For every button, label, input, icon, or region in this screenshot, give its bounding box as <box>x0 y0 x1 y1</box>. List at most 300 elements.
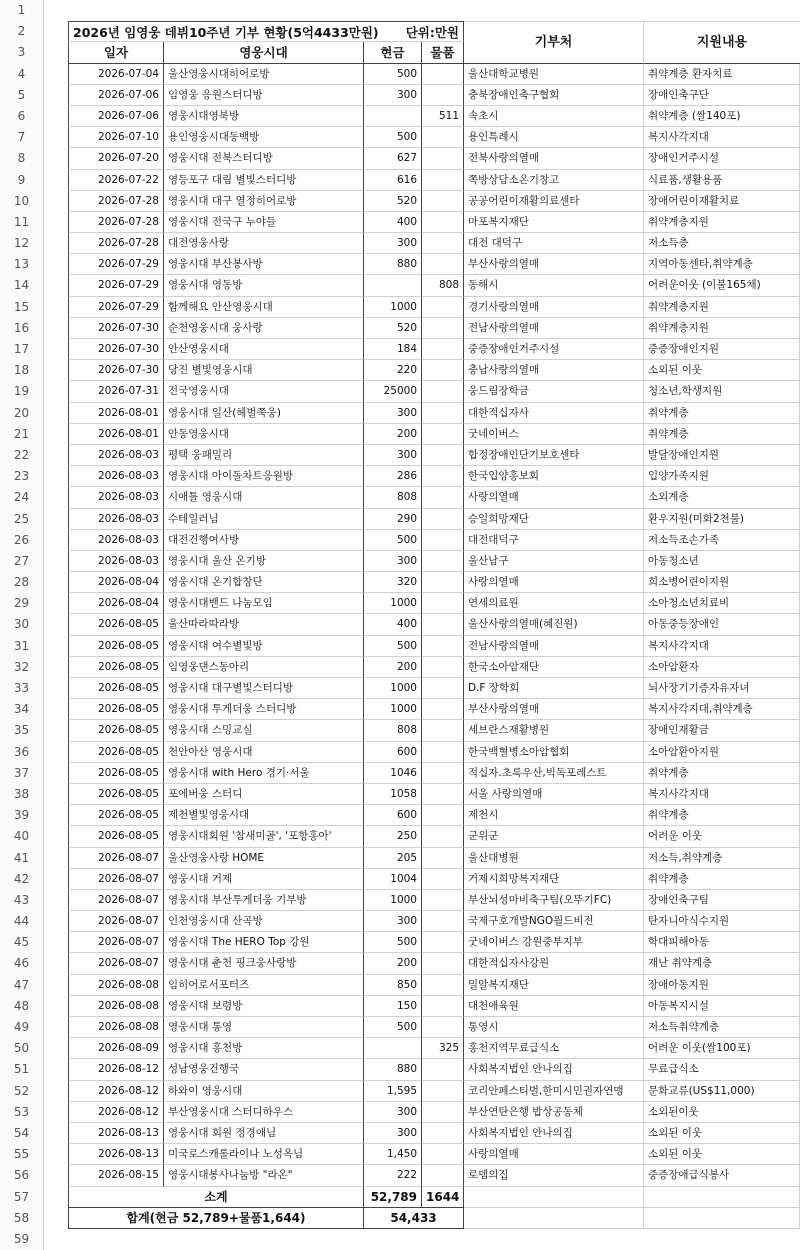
donation-date-cell[interactable]: 2026-08-12 <box>68 1059 164 1080</box>
donation-org-cell[interactable]: 제천시 <box>464 805 644 826</box>
donation-date-cell[interactable]: 2026-08-04 <box>68 593 164 614</box>
cash-amount-cell[interactable]: 320 <box>364 572 422 593</box>
header-cash[interactable]: 현금 <box>364 42 422 63</box>
cash-amount-cell[interactable]: 300 <box>364 85 422 106</box>
fan-group-cell[interactable]: 인천영웅시대 산곡방 <box>164 911 364 932</box>
support-content-cell[interactable]: 어려운 이웃(쌀100포) <box>644 1038 800 1059</box>
donation-date-cell[interactable]: 2026-08-01 <box>68 403 164 424</box>
support-content-cell[interactable]: 장애인거주시설 <box>644 148 800 169</box>
header-support-content[interactable]: 지원내용 <box>644 21 800 63</box>
donation-org-cell[interactable]: 마포복지재단 <box>464 212 644 233</box>
fan-group-cell[interactable]: 영웅시대 부산투게더웅 기부방 <box>164 890 364 911</box>
donation-date-cell[interactable]: 2026-08-05 <box>68 720 164 741</box>
row-number[interactable]: 31 <box>0 636 44 657</box>
cash-amount-cell[interactable]: 500 <box>364 64 422 85</box>
row-number[interactable]: 11 <box>0 212 44 233</box>
goods-amount-cell[interactable] <box>422 85 464 106</box>
row-number[interactable]: 16 <box>0 318 44 339</box>
cash-amount-cell[interactable]: 1000 <box>364 678 422 699</box>
donation-date-cell[interactable]: 2026-07-30 <box>68 339 164 360</box>
goods-amount-cell[interactable] <box>422 254 464 275</box>
cash-amount-cell[interactable]: 400 <box>364 212 422 233</box>
row-number[interactable]: 38 <box>0 784 44 805</box>
cash-amount-cell[interactable]: 616 <box>364 170 422 191</box>
support-content-cell[interactable]: 저소득층 <box>644 233 800 254</box>
row-number[interactable]: 46 <box>0 953 44 974</box>
support-content-cell[interactable]: 취약계층 <box>644 805 800 826</box>
donation-org-cell[interactable]: 용인특례시 <box>464 127 644 148</box>
row-number[interactable]: 32 <box>0 657 44 678</box>
row-number[interactable]: 21 <box>0 424 44 445</box>
support-content-cell[interactable]: 취약계층 (쌀140포) <box>644 106 800 127</box>
cash-amount-cell[interactable]: 1000 <box>364 890 422 911</box>
row-number[interactable]: 5 <box>0 85 44 106</box>
donation-org-cell[interactable]: 전남사랑의열매 <box>464 636 644 657</box>
donation-date-cell[interactable]: 2026-08-07 <box>68 932 164 953</box>
goods-amount-cell[interactable] <box>422 1102 464 1123</box>
donation-org-cell[interactable]: 전남사랑의열매 <box>464 318 644 339</box>
goods-amount-cell[interactable] <box>422 64 464 85</box>
donation-org-cell[interactable]: 세브란스재활병원 <box>464 720 644 741</box>
donation-org-cell[interactable]: 사랑의열매 <box>464 1144 644 1165</box>
cash-amount-cell[interactable]: 1000 <box>364 699 422 720</box>
support-content-cell[interactable]: 학대피해아동 <box>644 932 800 953</box>
donation-org-cell[interactable]: 군위군 <box>464 826 644 847</box>
row-number[interactable]: 1 <box>0 0 44 21</box>
fan-group-cell[interactable]: 영웅시대밴드 나눔모임 <box>164 593 364 614</box>
fan-group-cell[interactable]: 수테일러님 <box>164 509 364 530</box>
fan-group-cell[interactable]: 영웅시대 전북스터디방 <box>164 148 364 169</box>
goods-amount-cell[interactable] <box>422 678 464 699</box>
fan-group-cell[interactable]: 영등포구 대림 별빛스터디방 <box>164 170 364 191</box>
support-content-cell[interactable]: 취약계층 <box>644 763 800 784</box>
support-content-cell[interactable]: 복지사각지대,취약계층 <box>644 699 800 720</box>
donation-org-cell[interactable]: 경기사랑의열매 <box>464 297 644 318</box>
fan-group-cell[interactable]: 임히어로서포터즈 <box>164 975 364 996</box>
row-number[interactable]: 59 <box>0 1229 44 1250</box>
row-number[interactable]: 25 <box>0 509 44 530</box>
donation-org-cell[interactable]: 로뎀의집 <box>464 1165 644 1186</box>
row-number[interactable]: 49 <box>0 1017 44 1038</box>
support-content-cell[interactable]: 취약계층지원 <box>644 318 800 339</box>
support-content-cell[interactable]: 소외된 이웃 <box>644 1123 800 1144</box>
row-number[interactable]: 29 <box>0 593 44 614</box>
row-number[interactable]: 51 <box>0 1059 44 1080</box>
fan-group-cell[interactable]: 영웅시대 울산 온기방 <box>164 551 364 572</box>
row-number[interactable]: 42 <box>0 869 44 890</box>
empty-cell[interactable] <box>464 1187 644 1208</box>
donation-date-cell[interactable]: 2026-08-05 <box>68 699 164 720</box>
fan-group-cell[interactable]: 대전영웅사랑 <box>164 233 364 254</box>
donation-date-cell[interactable]: 2026-08-15 <box>68 1165 164 1186</box>
row-number[interactable]: 50 <box>0 1038 44 1059</box>
cash-amount-cell[interactable]: 500 <box>364 1017 422 1038</box>
support-content-cell[interactable]: 장애인축구팀 <box>644 890 800 911</box>
support-content-cell[interactable]: 장애인축구단 <box>644 85 800 106</box>
donation-org-cell[interactable]: 대한적십자사 <box>464 403 644 424</box>
cash-amount-cell[interactable]: 1000 <box>364 593 422 614</box>
donation-org-cell[interactable]: 중증장애인거주시설 <box>464 339 644 360</box>
goods-amount-cell[interactable] <box>422 1081 464 1102</box>
row-number[interactable]: 6 <box>0 106 44 127</box>
donation-date-cell[interactable]: 2026-07-06 <box>68 85 164 106</box>
donation-org-cell[interactable]: 굿네이버스 <box>464 424 644 445</box>
donation-org-cell[interactable]: 사랑의열매 <box>464 487 644 508</box>
row-number[interactable]: 9 <box>0 170 44 191</box>
fan-group-cell[interactable]: 임영웅 응원스터디방 <box>164 85 364 106</box>
donation-date-cell[interactable]: 2026-08-04 <box>68 572 164 593</box>
support-content-cell[interactable]: 중증장애급식봉사 <box>644 1165 800 1186</box>
goods-amount-cell[interactable] <box>422 911 464 932</box>
row-number[interactable]: 54 <box>0 1123 44 1144</box>
support-content-cell[interactable]: 문화교류(US$11,000) <box>644 1081 800 1102</box>
donation-date-cell[interactable]: 2026-08-07 <box>68 953 164 974</box>
goods-amount-cell[interactable] <box>422 191 464 212</box>
goods-amount-cell[interactable] <box>422 636 464 657</box>
row-number[interactable]: 15 <box>0 297 44 318</box>
support-content-cell[interactable]: 탄자니아식수지원 <box>644 911 800 932</box>
row-number[interactable]: 4 <box>0 64 44 85</box>
support-content-cell[interactable]: 소아암환자 <box>644 657 800 678</box>
subtotal-goods[interactable]: 1644 <box>422 1187 464 1208</box>
fan-group-cell[interactable]: 용인영웅시대동백방 <box>164 127 364 148</box>
donation-date-cell[interactable]: 2026-08-07 <box>68 848 164 869</box>
cash-amount-cell[interactable]: 200 <box>364 657 422 678</box>
row-number[interactable]: 36 <box>0 742 44 763</box>
total-label[interactable]: 합계(현금 52,789+물품1,644) <box>68 1208 364 1229</box>
donation-date-cell[interactable]: 2026-07-31 <box>68 381 164 402</box>
row-number[interactable]: 13 <box>0 254 44 275</box>
row-number[interactable]: 14 <box>0 275 44 296</box>
goods-amount-cell[interactable] <box>422 1059 464 1080</box>
donation-org-cell[interactable]: 속초시 <box>464 106 644 127</box>
fan-group-cell[interactable]: 영웅시대 대구별빛스터디방 <box>164 678 364 699</box>
support-content-cell[interactable]: 저소득,취약계층 <box>644 848 800 869</box>
donation-date-cell[interactable]: 2026-07-29 <box>68 254 164 275</box>
fan-group-cell[interactable]: 영웅시대 여수별빛방 <box>164 636 364 657</box>
support-content-cell[interactable]: 복지사각지대 <box>644 127 800 148</box>
header-fan-group[interactable]: 영웅시대 <box>164 42 364 63</box>
subtotal-label[interactable]: 소계 <box>68 1187 364 1208</box>
row-number[interactable]: 7 <box>0 127 44 148</box>
goods-amount-cell[interactable] <box>422 805 464 826</box>
goods-amount-cell[interactable]: 325 <box>422 1038 464 1059</box>
donation-date-cell[interactable]: 2026-08-03 <box>68 445 164 466</box>
empty-cell[interactable] <box>644 1187 800 1208</box>
row-number[interactable]: 23 <box>0 466 44 487</box>
donation-org-cell[interactable]: 울산대학교병원 <box>464 64 644 85</box>
donation-date-cell[interactable]: 2026-08-03 <box>68 487 164 508</box>
cash-amount-cell[interactable]: 400 <box>364 614 422 635</box>
donation-date-cell[interactable]: 2026-07-20 <box>68 148 164 169</box>
goods-amount-cell[interactable] <box>422 1165 464 1186</box>
header-date[interactable]: 일자 <box>68 42 164 63</box>
support-content-cell[interactable]: 어려운 이웃 <box>644 826 800 847</box>
fan-group-cell[interactable]: 영웅시대 아이돌차트응원방 <box>164 466 364 487</box>
row-number[interactable]: 39 <box>0 805 44 826</box>
row-number[interactable]: 41 <box>0 848 44 869</box>
donation-date-cell[interactable]: 2026-08-08 <box>68 996 164 1017</box>
donation-org-cell[interactable]: 한국백혈병소아암협회 <box>464 742 644 763</box>
subtotal-cash[interactable]: 52,789 <box>364 1187 422 1208</box>
donation-org-cell[interactable]: 밀알복지재단 <box>464 975 644 996</box>
cash-amount-cell[interactable]: 1046 <box>364 763 422 784</box>
fan-group-cell[interactable]: 천안아산 영웅시대 <box>164 742 364 763</box>
fan-group-cell[interactable]: 영웅시대 전국구 누야들 <box>164 212 364 233</box>
row-number[interactable]: 48 <box>0 996 44 1017</box>
sheet-title[interactable] <box>68 21 464 42</box>
goods-amount-cell[interactable] <box>422 509 464 530</box>
goods-amount-cell[interactable] <box>422 424 464 445</box>
goods-amount-cell[interactable] <box>422 742 464 763</box>
row-number[interactable]: 17 <box>0 339 44 360</box>
cash-amount-cell[interactable]: 25000 <box>364 381 422 402</box>
goods-amount-cell[interactable] <box>422 318 464 339</box>
fan-group-cell[interactable]: 영웅시대 투게더웅 스터디방 <box>164 699 364 720</box>
cash-amount-cell[interactable]: 808 <box>364 720 422 741</box>
fan-group-cell[interactable]: 안산영웅시대 <box>164 339 364 360</box>
support-content-cell[interactable]: 취약계층지원 <box>644 297 800 318</box>
donation-date-cell[interactable]: 2026-08-07 <box>68 869 164 890</box>
goods-amount-cell[interactable]: 808 <box>422 275 464 296</box>
goods-amount-cell[interactable] <box>422 487 464 508</box>
donation-org-cell[interactable]: 전북사랑의열매 <box>464 148 644 169</box>
row-number[interactable]: 45 <box>0 932 44 953</box>
support-content-cell[interactable]: 아동중등장애인 <box>644 614 800 635</box>
support-content-cell[interactable]: 취약계층 환자치료 <box>644 64 800 85</box>
goods-amount-cell[interactable] <box>422 869 464 890</box>
fan-group-cell[interactable]: 영웅시대 춘천 핑크웅사랑방 <box>164 953 364 974</box>
support-content-cell[interactable]: 취약계층지원 <box>644 212 800 233</box>
fan-group-cell[interactable]: 포에버웅 스터디 <box>164 784 364 805</box>
fan-group-cell[interactable]: 안동영웅시대 <box>164 424 364 445</box>
donation-date-cell[interactable]: 2026-08-05 <box>68 678 164 699</box>
goods-amount-cell[interactable] <box>422 975 464 996</box>
cash-amount-cell[interactable]: 300 <box>364 403 422 424</box>
cash-amount-cell[interactable]: 808 <box>364 487 422 508</box>
donation-date-cell[interactable]: 2026-08-03 <box>68 551 164 572</box>
goods-amount-cell[interactable] <box>422 572 464 593</box>
donation-org-cell[interactable]: 대전대덕구 <box>464 530 644 551</box>
donation-org-cell[interactable]: 통영시 <box>464 1017 644 1038</box>
donation-org-cell[interactable]: 연세의료원 <box>464 593 644 614</box>
support-content-cell[interactable]: 저소득조손가족 <box>644 530 800 551</box>
cash-amount-cell[interactable]: 290 <box>364 509 422 530</box>
cash-amount-cell[interactable]: 1004 <box>364 869 422 890</box>
fan-group-cell[interactable]: 제천별빛영웅시대 <box>164 805 364 826</box>
donation-org-cell[interactable]: 승일희망재단 <box>464 509 644 530</box>
donation-date-cell[interactable]: 2026-08-12 <box>68 1081 164 1102</box>
donation-date-cell[interactable]: 2026-08-01 <box>68 424 164 445</box>
cash-amount-cell[interactable]: 600 <box>364 805 422 826</box>
row-number[interactable]: 30 <box>0 614 44 635</box>
goods-amount-cell[interactable] <box>422 657 464 678</box>
cash-amount-cell[interactable]: 286 <box>364 466 422 487</box>
goods-amount-cell[interactable] <box>422 466 464 487</box>
support-content-cell[interactable]: 장애어린이재활치료 <box>644 191 800 212</box>
row-number[interactable]: 53 <box>0 1102 44 1123</box>
donation-date-cell[interactable]: 2026-07-04 <box>68 64 164 85</box>
goods-amount-cell[interactable] <box>422 127 464 148</box>
fan-group-cell[interactable]: 영웅시대영북방 <box>164 106 364 127</box>
donation-date-cell[interactable]: 2026-08-13 <box>68 1144 164 1165</box>
support-content-cell[interactable]: 취약계층 <box>644 424 800 445</box>
cash-amount-cell[interactable]: 880 <box>364 1059 422 1080</box>
fan-group-cell[interactable]: 영웅시대봉사나눔방 "라온" <box>164 1165 364 1186</box>
cash-amount-cell[interactable]: 300 <box>364 551 422 572</box>
cash-amount-cell[interactable]: 205 <box>364 848 422 869</box>
support-content-cell[interactable]: 식료품,생활용품 <box>644 170 800 191</box>
row-number[interactable]: 35 <box>0 720 44 741</box>
goods-amount-cell[interactable] <box>422 996 464 1017</box>
donation-org-cell[interactable]: 코리안페스티벌,한미시민권자연맹 <box>464 1081 644 1102</box>
cash-amount-cell[interactable]: 500 <box>364 127 422 148</box>
donation-org-cell[interactable]: 웅드림장학금 <box>464 381 644 402</box>
fan-group-cell[interactable]: 영웅시대 The HERO Top 강원 <box>164 932 364 953</box>
donation-date-cell[interactable]: 2026-07-29 <box>68 297 164 318</box>
support-content-cell[interactable]: 재난 취약계층 <box>644 953 800 974</box>
support-content-cell[interactable]: 취약계층 <box>644 403 800 424</box>
row-number[interactable]: 44 <box>0 911 44 932</box>
fan-group-cell[interactable]: 함께해요 안산영웅시대 <box>164 297 364 318</box>
empty-cell[interactable] <box>644 1208 800 1229</box>
fan-group-cell[interactable]: 전국영웅시대 <box>164 381 364 402</box>
donation-org-cell[interactable]: 사회복지법인 안나의집 <box>464 1123 644 1144</box>
row-number[interactable]: 55 <box>0 1144 44 1165</box>
donation-org-cell[interactable]: 사회복지법인 안나의집 <box>464 1059 644 1080</box>
fan-group-cell[interactable]: 성남영웅건행국 <box>164 1059 364 1080</box>
fan-group-cell[interactable]: 평택 웅패밀리 <box>164 445 364 466</box>
goods-amount-cell[interactable] <box>422 763 464 784</box>
empty-cell[interactable] <box>464 1208 644 1229</box>
row-number[interactable]: 27 <box>0 551 44 572</box>
cash-amount-cell[interactable]: 150 <box>364 996 422 1017</box>
goods-amount-cell[interactable] <box>422 445 464 466</box>
cash-amount-cell[interactable]: 880 <box>364 254 422 275</box>
cash-amount-cell[interactable]: 300 <box>364 233 422 254</box>
row-number[interactable]: 3 <box>0 42 44 63</box>
support-content-cell[interactable]: 환우지원(미화2천불) <box>644 509 800 530</box>
row-number[interactable]: 28 <box>0 572 44 593</box>
cash-amount-cell[interactable]: 1,450 <box>364 1144 422 1165</box>
cash-amount-cell[interactable]: 1000 <box>364 297 422 318</box>
cash-amount-cell[interactable]: 220 <box>364 360 422 381</box>
fan-group-cell[interactable]: 영웅시대 스밍교실 <box>164 720 364 741</box>
support-content-cell[interactable]: 희소병어린이지원 <box>644 572 800 593</box>
cash-amount-cell[interactable]: 300 <box>364 1102 422 1123</box>
donation-org-cell[interactable]: 한국입양홍보회 <box>464 466 644 487</box>
donation-date-cell[interactable]: 2026-08-03 <box>68 466 164 487</box>
donation-org-cell[interactable]: 한국소아암재단 <box>464 657 644 678</box>
support-content-cell[interactable]: 입양가족지원 <box>644 466 800 487</box>
support-content-cell[interactable]: 소아청소년치료비 <box>644 593 800 614</box>
donation-org-cell[interactable]: 부산사랑의열매 <box>464 699 644 720</box>
goods-amount-cell[interactable] <box>422 848 464 869</box>
goods-amount-cell[interactable] <box>422 1123 464 1144</box>
fan-group-cell[interactable]: 영웅시대 보령방 <box>164 996 364 1017</box>
fan-group-cell[interactable]: 영웅시대 대구 열정히어로방 <box>164 191 364 212</box>
donation-org-cell[interactable]: 공공어린이재활의료센타 <box>464 191 644 212</box>
donation-date-cell[interactable]: 2026-08-08 <box>68 1017 164 1038</box>
donation-date-cell[interactable]: 2026-07-28 <box>68 191 164 212</box>
row-number[interactable]: 40 <box>0 826 44 847</box>
donation-org-cell[interactable]: 부산연탄은행 밥상공동체 <box>464 1102 644 1123</box>
donation-date-cell[interactable]: 2026-08-09 <box>68 1038 164 1059</box>
donation-org-cell[interactable]: 사랑의열매 <box>464 572 644 593</box>
fan-group-cell[interactable]: 당진 별빛영웅시대 <box>164 360 364 381</box>
donation-org-cell[interactable]: 홍천지역무료급식소 <box>464 1038 644 1059</box>
donation-org-cell[interactable]: D.F 장학회 <box>464 678 644 699</box>
fan-group-cell[interactable]: 영웅시대 일산(헤벌쭉웅) <box>164 403 364 424</box>
donation-org-cell[interactable]: 서울 사랑의열매 <box>464 784 644 805</box>
donation-org-cell[interactable]: 굿네이버스 강원중부지부 <box>464 932 644 953</box>
support-content-cell[interactable]: 중증장애인지원 <box>644 339 800 360</box>
cash-amount-cell[interactable]: 184 <box>364 339 422 360</box>
support-content-cell[interactable]: 소외된 이웃 <box>644 360 800 381</box>
goods-amount-cell[interactable]: 511 <box>422 106 464 127</box>
donation-date-cell[interactable]: 2026-08-07 <box>68 890 164 911</box>
donation-org-cell[interactable]: 동해시 <box>464 275 644 296</box>
support-content-cell[interactable]: 청소년,학생지원 <box>644 381 800 402</box>
cash-amount-cell[interactable]: 500 <box>364 932 422 953</box>
goods-amount-cell[interactable] <box>422 403 464 424</box>
support-content-cell[interactable]: 소외계층 <box>644 487 800 508</box>
row-number[interactable]: 18 <box>0 360 44 381</box>
row-number[interactable]: 26 <box>0 530 44 551</box>
donation-date-cell[interactable]: 2026-08-05 <box>68 657 164 678</box>
fan-group-cell[interactable]: 순천영웅시대 웅사랑 <box>164 318 364 339</box>
donation-org-cell[interactable]: 부산뇌성마비축구팀(오뚜기FC) <box>464 890 644 911</box>
cash-amount-cell[interactable] <box>364 275 422 296</box>
donation-date-cell[interactable]: 2026-08-12 <box>68 1102 164 1123</box>
support-content-cell[interactable]: 아동복지시설 <box>644 996 800 1017</box>
header-goods[interactable]: 물품 <box>422 42 464 63</box>
cash-amount-cell[interactable]: 520 <box>364 191 422 212</box>
donation-org-cell[interactable]: 울산대병원 <box>464 848 644 869</box>
row-number[interactable]: 43 <box>0 890 44 911</box>
goods-amount-cell[interactable] <box>422 784 464 805</box>
cash-amount-cell[interactable] <box>364 106 422 127</box>
fan-group-cell[interactable]: 울산영웅시대히어로방 <box>164 64 364 85</box>
donation-org-cell[interactable]: 국제구호개발NGO월드비전 <box>464 911 644 932</box>
row-number[interactable]: 8 <box>0 148 44 169</box>
support-content-cell[interactable]: 복지사각지대 <box>644 784 800 805</box>
header-donation-org[interactable]: 기부처 <box>464 21 644 63</box>
donation-date-cell[interactable]: 2026-08-03 <box>68 509 164 530</box>
cash-amount-cell[interactable]: 300 <box>364 911 422 932</box>
fan-group-cell[interactable]: 영웅시대 홍천방 <box>164 1038 364 1059</box>
donation-date-cell[interactable]: 2026-08-05 <box>68 784 164 805</box>
donation-org-cell[interactable]: 합정장애인단기보호센타 <box>464 445 644 466</box>
fan-group-cell[interactable]: 하와이 영웅시대 <box>164 1081 364 1102</box>
goods-amount-cell[interactable] <box>422 614 464 635</box>
donation-date-cell[interactable]: 2026-08-05 <box>68 614 164 635</box>
goods-amount-cell[interactable] <box>422 170 464 191</box>
donation-date-cell[interactable]: 2026-08-05 <box>68 636 164 657</box>
donation-org-cell[interactable]: 울산사랑의열매(혜진원) <box>464 614 644 635</box>
donation-org-cell[interactable]: 부산사랑의열매 <box>464 254 644 275</box>
donation-org-cell[interactable]: 대전 대덕구 <box>464 233 644 254</box>
goods-amount-cell[interactable] <box>422 699 464 720</box>
cash-amount-cell[interactable]: 1058 <box>364 784 422 805</box>
row-number[interactable]: 56 <box>0 1165 44 1186</box>
row-number[interactable]: 47 <box>0 975 44 996</box>
donation-org-cell[interactable]: 울산남구 <box>464 551 644 572</box>
total-value[interactable]: 54,433 <box>364 1208 464 1229</box>
donation-date-cell[interactable]: 2026-08-05 <box>68 826 164 847</box>
donation-date-cell[interactable]: 2026-07-28 <box>68 233 164 254</box>
cash-amount-cell[interactable]: 627 <box>364 148 422 169</box>
